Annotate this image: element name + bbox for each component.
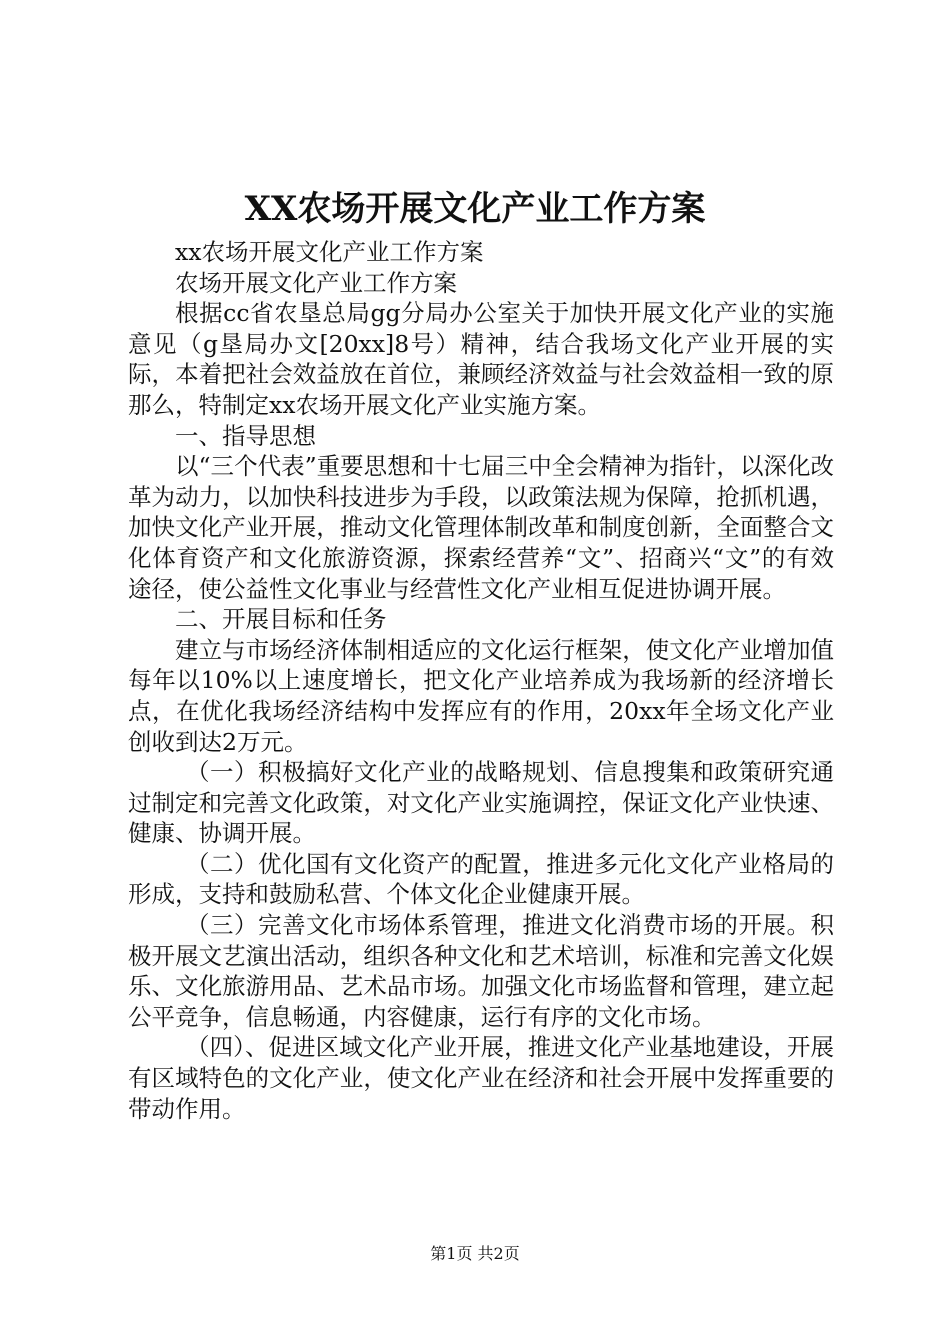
- paragraph-item-1: （一）积极搞好文化产业的战略规划、信息搜集和政策研究通过制定和完善文化政策，对文化产业实施调控，保证文化产业快速、健康、协调开展。: [128, 758, 834, 848]
- page-footer: 第1页 共2页: [430, 1244, 520, 1263]
- paragraph-goals: 建立与市场经济体制相适应的文化运行框架，使文化产业增加值每年以10%以上速度增长，把文化产业培养成为我场新的经济增长点，在优化我场经济结构中发挥应有的作用，20xx年全场文化产业创收到达2万元。: [128, 635, 834, 756]
- paragraph-subtitle-2: 农场开展文化产业工作方案: [175, 268, 457, 297]
- document-body: [128, 237, 834, 1124]
- paragraph-item-2: （二）优化国有文化资产的配置，推进多元化文化产业格局的形成，支持和鼓励私营、个体文化企业健康开展。: [128, 849, 834, 909]
- section-heading-goals-tasks: 二、开展目标和任务: [175, 605, 387, 634]
- paragraph-item-3: （三）完善文化市场体系管理，推进文化消费市场的开展。积极开展文艺演出活动，组织各种文化和艺术培训，标准和完善文化娱乐、文化旅游用品、艺术品市场。加强文化市场监督和管理，建立起公平竞争，信息畅通，内容健康，运行有序的文化市场。: [128, 911, 834, 1031]
- paragraph-guiding-thought: 以“三个代表”重要思想和十七届三中全会精神为指针，以深化改革为动力，以加快科技进步为手段，以政策法规为保障，抢抓机遇，加快文化产业开展，推动文化管理体制改革和制度创新，全面整合文化体育资产和文化旅游资源，探索经营养“文”、招商兴“文”的有效途径，使公益性文化事业与经营性文化产业相互促进协调开展。: [128, 452, 834, 603]
- document-title: XX农场开展文化产业工作方案: [244, 189, 706, 229]
- section-heading-guiding-thought: 一、指导思想: [175, 421, 316, 450]
- paragraph-intro: 根据cc省农垦总局gg分局办公室关于加快开展文化产业的实施意见（g垦局办文[20xx]8号）精神，结合我场文化产业开展的实际，本着把社会效益放在首位，兼顾经济效益与社会效益相一致的原那么，特制定xx农场开展文化产业实施方案。: [128, 299, 834, 419]
- paragraph-item-4: （四）、促进区域文化产业开展，推进文化产业基地建设，开展有区域特色的文化产业，使文化产业在经济和社会开展中发挥重要的带动作用。: [128, 1033, 834, 1123]
- paragraph-subtitle-1: xx农场开展文化产业工作方案: [175, 238, 484, 266]
